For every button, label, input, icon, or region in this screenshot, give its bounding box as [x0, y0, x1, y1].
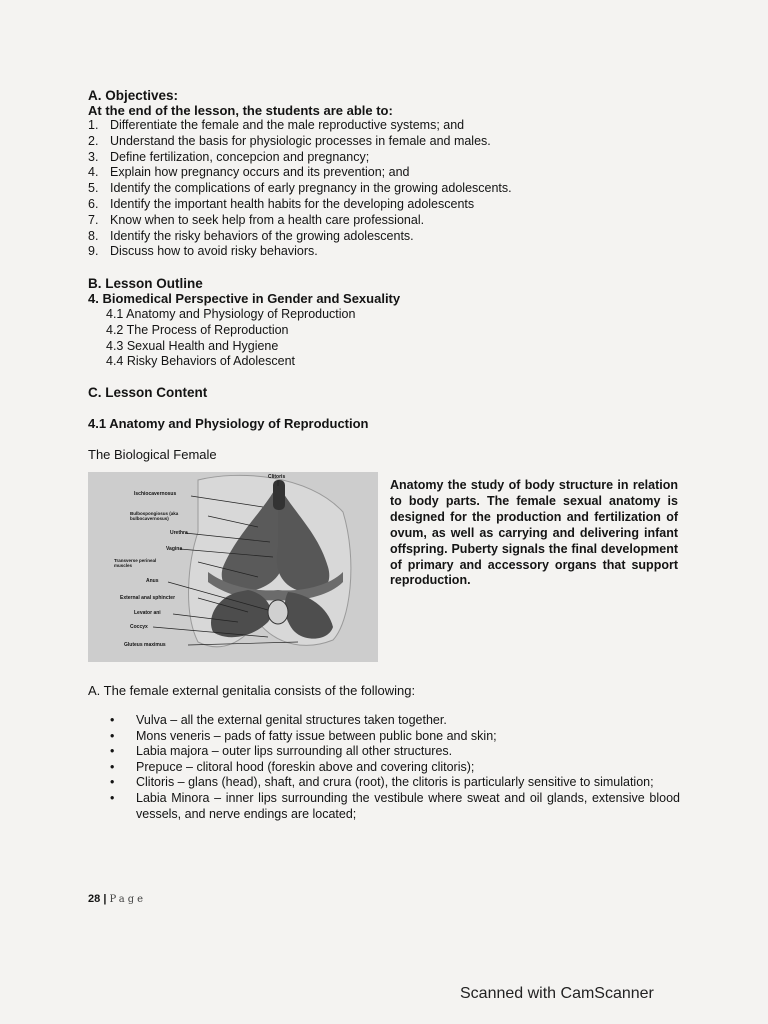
objectives-heading: A. Objectives:	[88, 88, 179, 103]
page-footer	[88, 893, 146, 905]
outline-item: 4.3 Sexual Health and Hygiene	[106, 338, 279, 353]
list-item	[88, 165, 512, 181]
list-item	[88, 134, 512, 150]
figure-label: Vagina	[166, 546, 183, 552]
content-heading: C. Lesson Content	[88, 385, 208, 400]
item-text: Clitoris – glans (head), shaft, and crura (root), the clitoris is particularly sensitive to simulation;	[136, 775, 654, 790]
list-item	[88, 150, 512, 166]
list-item	[110, 791, 680, 822]
outline-item: 4.4 Risky Behaviors of Adolescent	[106, 354, 295, 369]
item-text: Discuss how to avoid risky behaviors.	[110, 244, 318, 259]
list-item	[88, 181, 512, 197]
figure-label: External anal sphincter	[120, 595, 176, 601]
outline-subheading: 4. Biomedical Perspective in Gender and Sexuality	[88, 291, 401, 306]
list-item	[110, 729, 680, 745]
item-text: Define fertilization, concepcion and pregnancy;	[110, 149, 370, 164]
list-item	[110, 744, 680, 760]
figure-label: Levator ani	[134, 610, 161, 616]
figure-label: Ischiocavernosus	[134, 491, 177, 497]
item-text: Know when to seek help from a health care professional.	[110, 212, 425, 227]
item-text: Identify the complications of early pregnancy in the growing adolescents.	[110, 181, 512, 196]
item-number: 4.	[88, 165, 99, 180]
page-number: 28	[88, 893, 101, 905]
objectives-intro: At the end of the lesson, the students are able to:	[88, 103, 393, 118]
figure-label: Urethra	[170, 530, 188, 536]
item-number: 9.	[88, 244, 99, 259]
figure-label: Transverse perineal muscles	[114, 558, 157, 568]
genitalia-list	[110, 713, 680, 822]
item-text: Explain how pregnancy occurs and its prevention; and	[110, 165, 410, 180]
item-text: Prepuce – clitoral hood (foreskin above and covering clitoris);	[136, 759, 475, 774]
item-number: 6.	[88, 196, 99, 211]
item-text: Mons veneris – pads of fatty issue between public bone and skin;	[136, 728, 497, 743]
figure-label: Gluteus maximus	[124, 642, 166, 648]
bullet-glyph: •	[110, 744, 115, 759]
item-number: 1.	[88, 118, 99, 132]
scanner-watermark: Scanned with CamScanner	[460, 985, 654, 1002]
figure-label: Anus	[146, 578, 159, 584]
item-number: 7.	[88, 212, 99, 227]
item-text: Understand the basis for physiologic processes in female and males.	[110, 133, 491, 148]
bullet-glyph: •	[110, 759, 115, 774]
bullet-glyph: •	[110, 728, 115, 743]
list-item	[88, 197, 512, 213]
figure-top-label: Clitoris	[268, 474, 286, 480]
list-item	[110, 713, 680, 729]
bullet-glyph: •	[110, 713, 115, 727]
figure-label: Coccyx	[130, 624, 148, 630]
item-text: Identify the important health habits for the developing adolescents	[110, 196, 475, 211]
outline-list	[106, 307, 355, 370]
item-number: 3.	[88, 149, 99, 164]
outline-heading: B. Lesson Outline	[88, 276, 203, 291]
list-item	[88, 244, 512, 260]
list-item	[110, 760, 680, 776]
item-text: Labia Minora – inner lips surrounding the vestibule where sweat and oil glands, extensive blood vessels, and nerve endings are located;	[136, 790, 680, 821]
objectives-list	[88, 118, 512, 260]
content-subheading: 4.1 Anatomy and Physiology of Reproduction	[88, 416, 369, 431]
anatomy-figure	[88, 472, 378, 662]
bullet-glyph: •	[110, 790, 115, 805]
item-text: Differentiate the female and the male reproductive systems; and	[110, 118, 465, 132]
outline-item: 4.2 The Process of Reproduction	[106, 322, 289, 337]
list-item	[88, 118, 512, 134]
figure-label: Bulbospongiosus (aka bulbocavernosus)	[130, 511, 179, 521]
outline-item: 4.1 Anatomy and Physiology of Reproduction	[106, 307, 356, 321]
item-number: 8.	[88, 228, 99, 243]
bullet-glyph: •	[110, 775, 115, 790]
item-text: Identify the risky behaviors of the growing adolescents.	[110, 228, 414, 243]
list-item	[110, 775, 680, 791]
list-item	[88, 213, 512, 229]
section-title: The Biological Female	[88, 447, 217, 462]
item-number: 2.	[88, 133, 99, 148]
item-number: 5.	[88, 181, 99, 196]
page-word: Page	[109, 894, 147, 905]
genitalia-intro: A. The female external genitalia consists of the following:	[88, 683, 416, 698]
figure-description: Anatomy the study of body structure in relation to body parts. The female sexual anatomy is designed for the production and fertilization of ovum, as well as carrying and delivering infant offspring. Puberty signals the final development of primary and accessory organs that support reproduction.	[390, 478, 678, 588]
item-text: Labia majora – outer lips surrounding all other structures.	[136, 744, 453, 759]
list-item	[88, 229, 512, 245]
item-text: Vulva – all the external genital structures taken together.	[136, 713, 447, 727]
page-separator: |	[103, 893, 107, 905]
